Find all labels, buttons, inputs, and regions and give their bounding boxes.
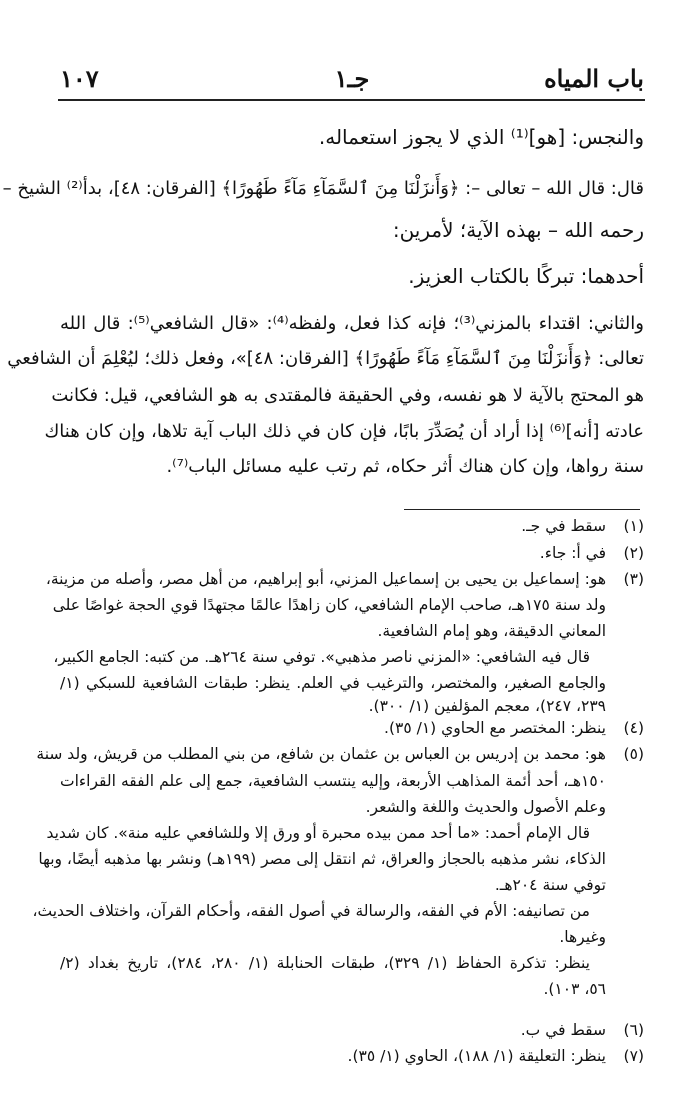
footnote-line: في أ: جاء. xyxy=(539,544,606,562)
body-line: والثاني: اقتداء بالمزني⁽³⁾؛ فإنه كذا فعل، ولفظه⁽⁴⁾: «قال الشافعي⁽⁵⁾: قال الله xyxy=(60,313,644,334)
body-line: رحمه الله – بهذه الآية؛ لأمرين: xyxy=(392,218,644,242)
footnote-number: (٣) xyxy=(623,570,644,588)
body-line: أحدهما: تبركًا بالكتاب العزيز. xyxy=(408,264,644,288)
footnote-divider xyxy=(404,509,640,510)
footnote-line: ٢٣٩، ٢٤٧)، معجم المؤلفين (١/ ٣٠٠). xyxy=(368,697,606,715)
body-line: تعالى: ﴿وَأَنزَلْنَا مِنَ ٱلسَّمَآءِ مَآءً طَهُورًا﴾ [الفرقان: ٤٨]»، وفعل ذلك؛ ليُعْلِمَ أن الشافعي xyxy=(7,348,644,369)
footnote-number: (٧) xyxy=(623,1047,644,1065)
footnote-line: والجامع الصغير، والمختصر، والترغيب في العلم. ينظر: طبقات الشافعية للسبكي (١/ xyxy=(60,674,606,692)
footnote-number: (٦) xyxy=(623,1021,644,1039)
footnote-number: (١) xyxy=(623,517,644,535)
running-header xyxy=(60,60,644,94)
footnote-number: (٥) xyxy=(623,745,644,763)
body-line: سنة رواها، وإن كان هناك أثر حكاه، ثم رتب عليه مسائل الباب⁽⁷⁾. xyxy=(166,456,644,477)
footnote-line: قال فيه الشافعي: «المزني ناصر مذهبي». توفي سنة ٢٦٤هـ. من كتبه: الجامع الكبير، xyxy=(53,648,590,666)
footnote-line: سقط في ب. xyxy=(520,1021,606,1039)
body-line: والنجس: [هو]⁽¹⁾ الذي لا يجوز استعماله. xyxy=(318,125,644,149)
header-divider xyxy=(58,99,645,101)
footnote-line: وغيرها. xyxy=(559,928,606,946)
chapter-title: باب المياه xyxy=(544,64,644,93)
footnote-number: (٢) xyxy=(623,544,644,562)
body-line: هو المحتج بالآية لا هو نفسه، وفي الحقيقة فالمقتدى به هو الشافعي، قيل: فكانت xyxy=(51,385,644,406)
body-line: عادته [أنه]⁽⁶⁾ إذا أراد أن يُصَدِّرَ بابًا، فإن كان في ذلك الباب آية تلاها، وإن كان هناك xyxy=(44,421,644,442)
footnote-line: ينظر: التعليقة (١/ ١٨٨)، الحاوي (١/ ٣٥). xyxy=(347,1047,606,1065)
page-number: ١٠٧ xyxy=(60,64,99,93)
footnote-line: ينظر: المختصر مع الحاوي (١/ ٣٥). xyxy=(384,719,606,737)
footnote-number: (٤) xyxy=(623,719,644,737)
footnote-line: قال الإمام أحمد: «ما أحد ممن بيده محبرة أو ورق إلا وللشافعي عليه منة». كان شديد xyxy=(46,824,590,842)
footnote-line: المعاني الدقيقة، وهو إمام الشافعية. xyxy=(377,622,606,640)
body-line: قال: قال الله – تعالى –: ﴿وَأَنزَلْنَا مِنَ ٱلسَّمَآءِ مَآءً طَهُورًا﴾ [الفرقان: ٤٨]، بدأ⁽²⁾ الشيخ – xyxy=(2,178,644,199)
volume-label: جـ١ xyxy=(334,64,370,93)
footnote-line: الذكاء، نشر مذهبه بالحجاز والعراق، ثم انتقل إلى مصر (١٩٩هـ) ونشر بها مذهبه أيضًا، وبها xyxy=(38,850,606,868)
footnote-line: ٥٦، ١٠٣). xyxy=(543,980,606,998)
footnote-line: هو: إسماعيل بن يحيى بن إسماعيل المزني، أبو إبراهيم، من أهل مصر، وأصله من مزينة، xyxy=(45,570,606,588)
footnote-line: توفي سنة ٢٠٤هـ. xyxy=(494,876,606,894)
footnote-line: سقط في جـ. xyxy=(521,517,606,535)
footnote-line: ١٥٠هـ، أحد أئمة المذاهب الأربعة، وإليه ينتسب الشافعية، جمع إلى علم الفقه القراءات xyxy=(60,772,606,790)
footnote-line: ولد سنة ١٧٥هـ، صاحب الإمام الشافعي، كان زاهدًا عالمًا مجتهدًا قوي الحجة غواصًا على xyxy=(52,596,606,614)
footnote-line: من تصانيفه: الأم في الفقه، والرسالة في أصول الفقه، وأحكام القرآن، واختلاف الحديث، xyxy=(32,902,590,920)
footnote-line: هو: محمد بن إدريس بن العباس بن عثمان بن شافع، من بني المطلب من قريش، ولد سنة xyxy=(36,745,606,763)
footnote-line: وعلم الأصول والحديث واللغة والشعر. xyxy=(365,798,606,816)
footnote-line: ينظر: تذكرة الحفاظ (١/ ٣٢٩)، طبقات الحنابلة (١/ ٢٨٠، ٢٨٤)، تاريخ بغداد (٢/ xyxy=(60,954,591,972)
